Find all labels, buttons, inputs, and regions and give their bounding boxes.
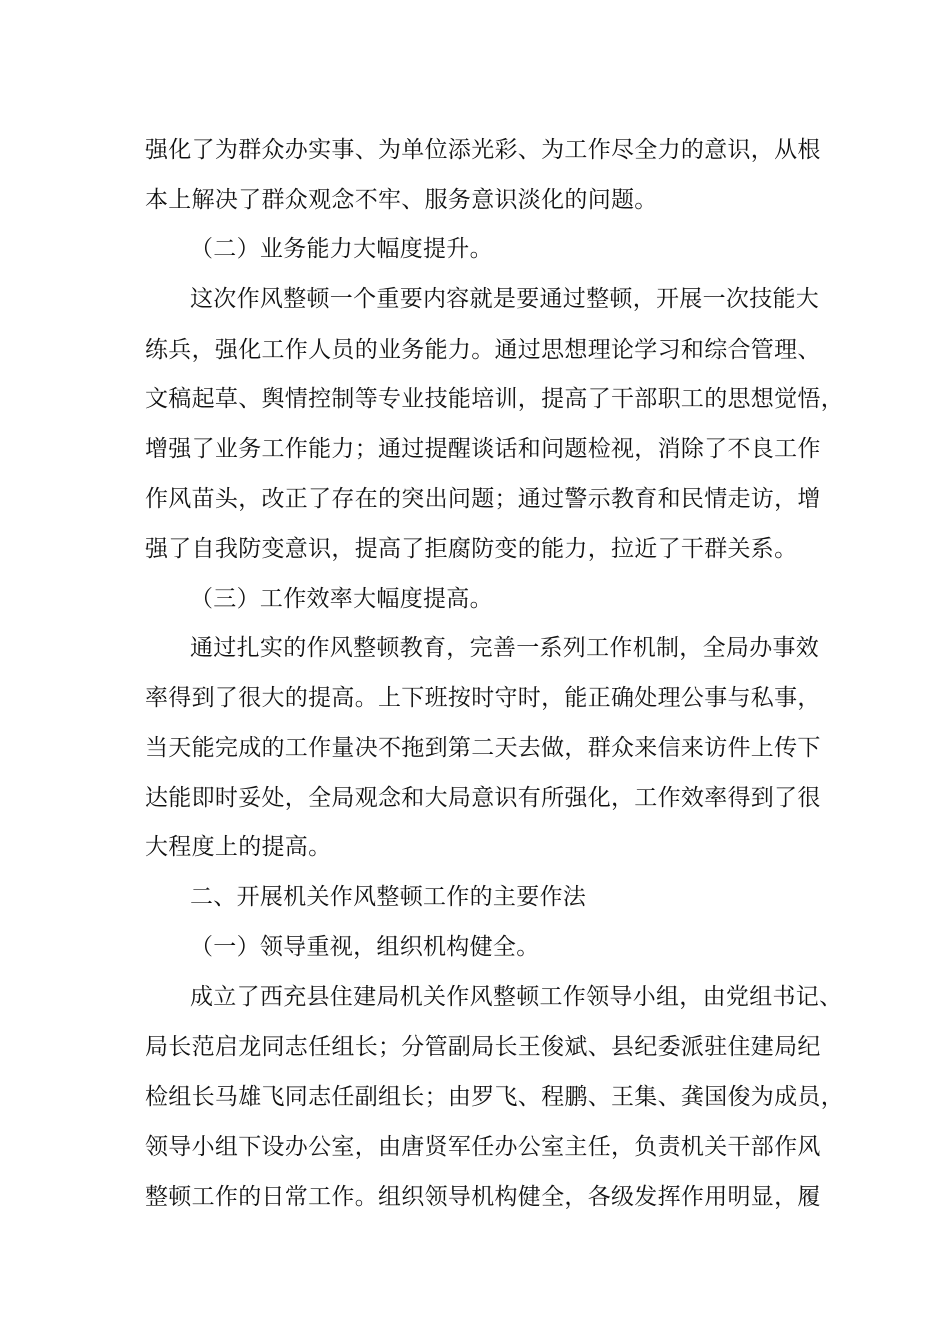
text-line: 达能即时妥处，全局观念和大局意识有所强化，工作效率得到了很 xyxy=(145,785,821,811)
section-heading: （三）工作效率大幅度提高。 xyxy=(190,586,493,612)
text-line: 强了自我防变意识，提高了拒腐防变的能力，拉近了干群关系。 xyxy=(145,536,798,562)
text-line: 作风苗头，改正了存在的突出问题；通过警示教育和民情走访，增 xyxy=(145,486,821,512)
text-line: 这次作风整顿一个重要内容就是要通过整顿，开展一次技能大 xyxy=(190,286,820,312)
text-line: 本上解决了群众观念不牢、服务意识淡化的问题。 xyxy=(145,187,658,213)
text-line: 通过扎实的作风整顿教育，完善一系列工作机制，全局办事效 xyxy=(190,635,820,661)
text-line: 练兵，强化工作人员的业务能力。通过思想理论学习和综合管理、 xyxy=(145,337,821,363)
text-line: 文稿起草、舆情控制等专业技能培训，提高了干部职工的思想觉悟， xyxy=(145,386,844,412)
text-line: 领导小组下设办公室，由唐贤军任办公室主任，负责机关干部作风 xyxy=(145,1134,821,1160)
text-line: 当天能完成的工作量决不拖到第二天去做，群众来信来访件上传下 xyxy=(145,735,821,761)
chapter-heading: 二、开展机关作风整顿工作的主要作法 xyxy=(190,884,587,910)
text-line: 增强了业务工作能力；通过提醒谈话和问题检视，消除了不良工作 xyxy=(145,436,821,462)
text-line: 大程度上的提高。 xyxy=(145,834,332,860)
text-line: 强化了为群众办实事、为单位添光彩、为工作尽全力的意识，从根 xyxy=(145,137,821,163)
text-line: 成立了西充县住建局机关作风整顿工作领导小组，由党组书记、 xyxy=(190,984,843,1010)
text-line: 局长范启龙同志任组长；分管副局长王俊斌、县纪委派驻住建局纪 xyxy=(145,1034,821,1060)
section-heading: （一）领导重视，组织机构健全。 xyxy=(190,934,540,960)
text-line: 率得到了很大的提高。上下班按时守时，能正确处理公事与私事， xyxy=(145,685,821,711)
text-line: 检组长马雄飞同志任副组长；由罗飞、程鹏、王集、龚国俊为成员， xyxy=(145,1084,844,1110)
text-line: 整顿工作的日常工作。组织领导机构健全，各级发挥作用明显，履 xyxy=(145,1184,821,1210)
section-heading: （二）业务能力大幅度提升。 xyxy=(190,236,493,262)
